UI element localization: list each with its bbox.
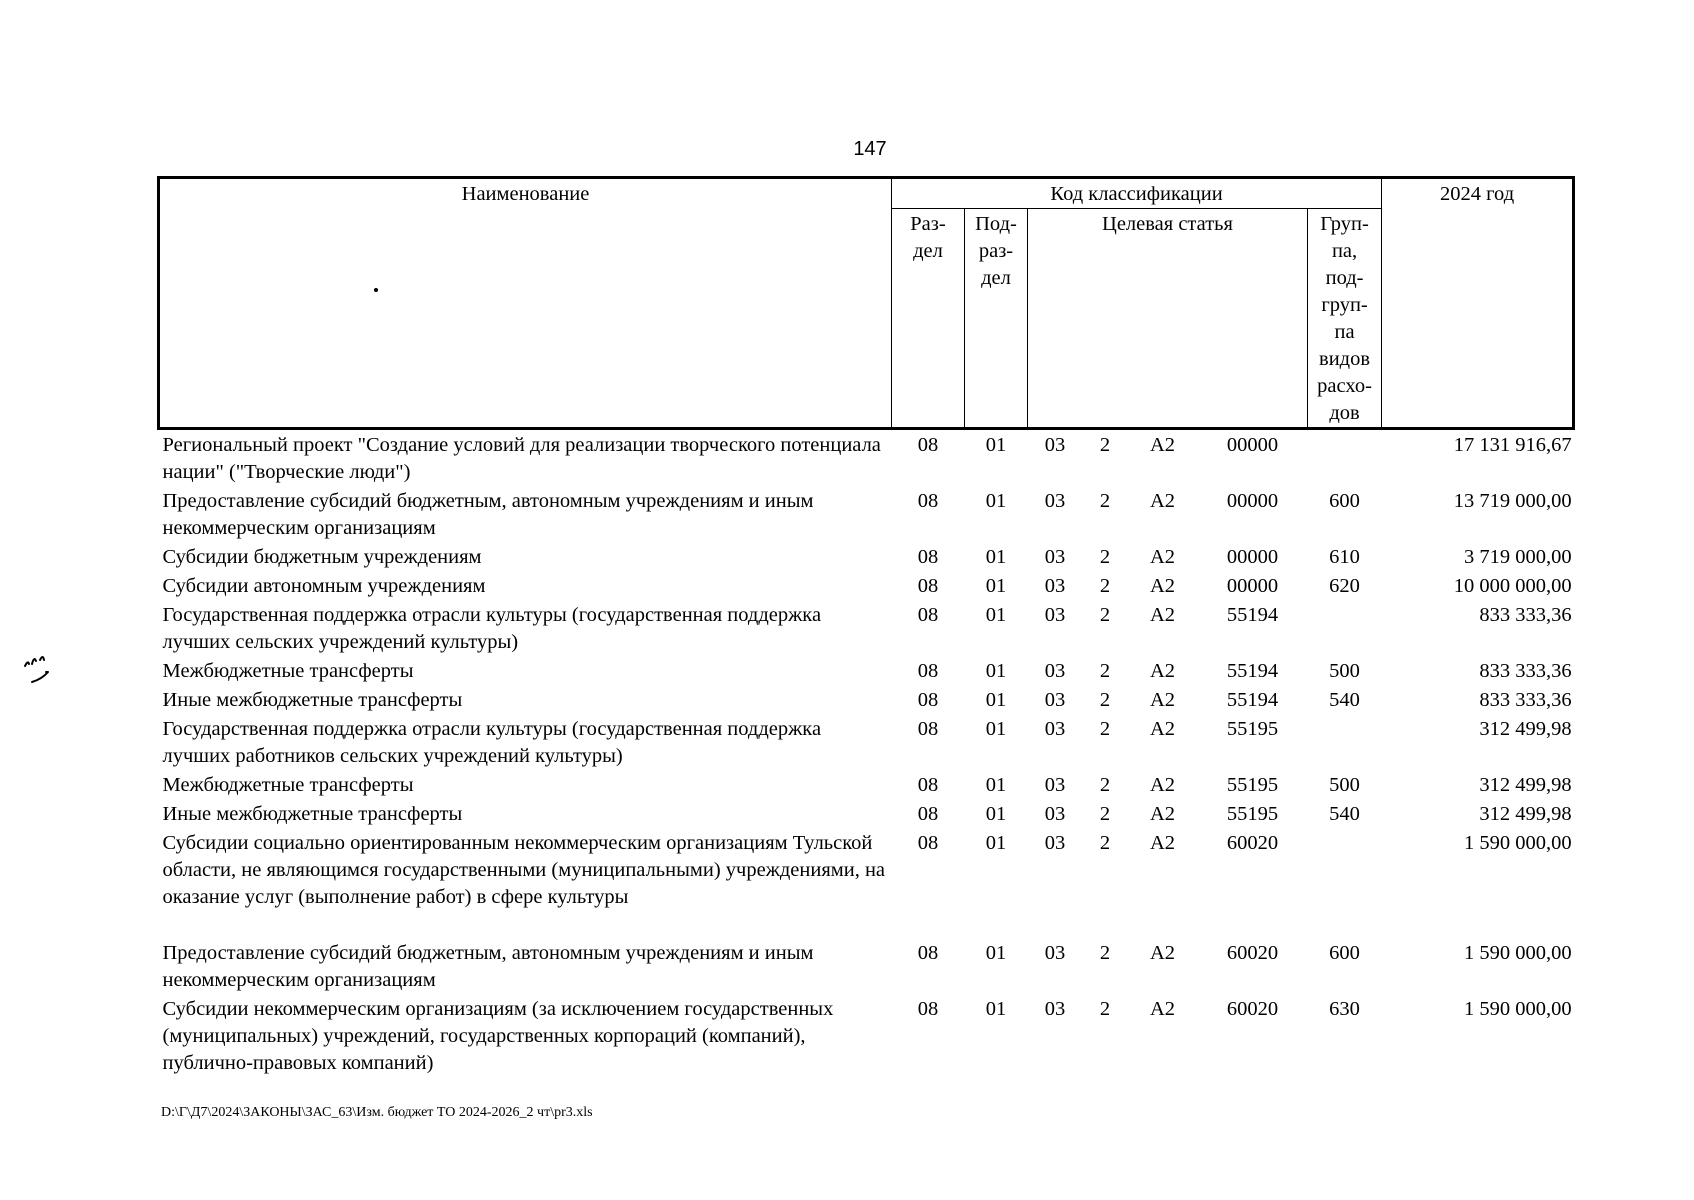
row-ts3: А2 [1149,660,1176,682]
row-amount: 833 333,36 [1479,604,1572,626]
row-group: 500 [1329,660,1360,682]
row-amount: 312 499,98 [1479,718,1572,740]
row-razdel: 08 [917,832,939,854]
table-row [159,685,1574,714]
table-row [159,994,1574,1077]
row-ts2: 2 [1099,774,1111,796]
table-row [159,571,1574,600]
row-podrazdel: 01 [985,660,1007,682]
row-ts1: 03 [1044,998,1066,1020]
row-razdel: 08 [917,575,939,597]
row-ts4: 55194 [1226,604,1279,626]
row-podrazdel: 01 [985,575,1007,597]
header-target: Целевая статья [1028,209,1308,429]
row-podrazdel: 01 [985,942,1007,964]
row-podrazdel: 01 [985,689,1007,711]
row-ts4: 60020 [1226,832,1279,854]
row-ts1: 03 [1044,490,1066,512]
row-ts2: 2 [1099,832,1111,854]
row-ts3: А2 [1149,998,1176,1020]
row-razdel: 08 [917,490,939,512]
row-group [1308,828,1382,938]
row-ts2: 2 [1099,434,1111,456]
table-row [159,828,1574,938]
row-ts1: 03 [1044,604,1066,626]
table-row [159,799,1574,828]
row-ts3: А2 [1149,942,1176,964]
row-amount: 17 131 916,67 [1453,434,1572,456]
row-amount: 833 333,36 [1479,689,1572,711]
row-group [1308,429,1382,487]
row-podrazdel: 01 [985,490,1007,512]
table-row [159,600,1574,656]
header-razdel: Раз- дел [892,209,965,429]
row-ts2: 2 [1099,718,1111,740]
row-razdel: 08 [917,689,939,711]
row-ts4: 00000 [1226,434,1279,456]
row-group: 500 [1329,774,1360,796]
row-podrazdel: 01 [985,434,1007,456]
row-razdel: 08 [917,998,939,1020]
row-name: Субсидии социально ориентированным некоммерческим организациям Тульской области, не являющимся государственными (муниципальными) учреждениями, на оказание услуг (выполнение работ) в сфере культуры [162,832,886,908]
row-ts1: 03 [1044,774,1066,796]
row-razdel: 08 [917,942,939,964]
row-ts3: А2 [1149,689,1176,711]
table-row [159,770,1574,799]
row-ts2: 2 [1099,575,1111,597]
row-ts1: 03 [1044,575,1066,597]
row-ts1: 03 [1044,546,1066,568]
row-amount: 1 590 000,00 [1463,998,1572,1020]
table-row [159,714,1574,770]
row-podrazdel: 01 [985,998,1007,1020]
row-ts4: 55195 [1226,774,1279,796]
row-name: Субсидии некоммерческим организациям (за исключением государственных (муниципальных) учреждений, государственных корпораций (компаний), публично-правовых компаний) [162,998,834,1074]
header-podrazdel: Под- раз- дел [965,209,1028,429]
row-name: Государственная поддержка отрасли культуры (государственная поддержка лучших работников сельских учреждений культуры) [162,718,822,767]
row-group: 620 [1329,575,1360,597]
row-amount: 312 499,98 [1479,774,1572,796]
budget-table [157,176,1575,1077]
row-name: Предоставление субсидий бюджетным, автономным учреждениям и иным некоммерческим организациям [162,942,814,991]
row-razdel: 08 [917,660,939,682]
row-amount: 1 590 000,00 [1463,942,1572,964]
header-group: Груп- па, под- груп- па видов расхо- дов [1308,209,1382,429]
row-razdel: 08 [917,604,939,626]
row-ts4: 55195 [1226,718,1279,740]
row-ts3: А2 [1149,575,1176,597]
row-razdel: 08 [917,434,939,456]
row-ts3: А2 [1149,803,1176,825]
table-header [159,178,1574,429]
row-podrazdel: 01 [985,604,1007,626]
row-amount: 3 719 000,00 [1463,546,1572,568]
row-ts4: 00000 [1226,490,1279,512]
row-ts2: 2 [1099,998,1111,1020]
row-podrazdel: 01 [985,832,1007,854]
row-ts2: 2 [1099,803,1111,825]
row-name: Иные межбюджетные трансферты [162,803,463,825]
row-ts1: 03 [1044,660,1066,682]
row-name: Межбюджетные трансферты [162,774,414,796]
row-ts1: 03 [1044,942,1066,964]
row-ts4: 60020 [1226,998,1279,1020]
row-ts3: А2 [1149,718,1176,740]
table-row [159,938,1574,994]
header-year: 2024 год [1382,178,1574,429]
row-ts1: 03 [1044,803,1066,825]
row-ts3: А2 [1149,546,1176,568]
table-row [159,429,1574,487]
row-podrazdel: 01 [985,718,1007,740]
row-ts4: 60020 [1226,942,1279,964]
row-amount: 13 719 000,00 [1453,490,1572,512]
row-name: Межбюджетные трансферты [162,660,414,682]
file-path: D:\Г\Д7\2024\ЗАКОНЫ\ЗАС_63\Изм. бюджет ТО 2024-2026_2 чт\pr3.xls [161,1105,593,1120]
row-amount: 312 499,98 [1479,803,1572,825]
row-ts1: 03 [1044,434,1066,456]
row-group [1308,714,1382,770]
table-row [159,542,1574,571]
row-ts3: А2 [1149,434,1176,456]
row-ts2: 2 [1099,689,1111,711]
row-ts2: 2 [1099,490,1111,512]
row-ts4: 00000 [1226,546,1279,568]
row-name: Субсидии бюджетным учреждениям [162,546,482,568]
row-razdel: 08 [917,803,939,825]
row-razdel: 08 [917,718,939,740]
row-name: Иные межбюджетные трансферты [162,689,463,711]
row-group: 600 [1329,490,1360,512]
row-ts2: 2 [1099,660,1111,682]
row-group: 540 [1329,689,1360,711]
row-name: Государственная поддержка отрасли культуры (государственная поддержка лучших сельских учреждений культуры) [162,604,822,653]
row-amount: 1 590 000,00 [1463,832,1572,854]
row-ts3: А2 [1149,490,1176,512]
table-row [159,486,1574,542]
row-amount: 833 333,36 [1479,660,1572,682]
row-ts1: 03 [1044,832,1066,854]
row-ts2: 2 [1099,546,1111,568]
row-razdel: 08 [917,546,939,568]
header-name: Наименование [159,178,892,429]
row-amount: 10 000 000,00 [1453,575,1572,597]
row-ts3: А2 [1149,774,1176,796]
row-group: 540 [1329,803,1360,825]
table-row [159,656,1574,685]
row-name: Региональный проект "Создание условий для реализации творческого потенциала нации" ("Творческие люди") [162,434,881,483]
row-razdel: 08 [917,774,939,796]
row-group [1308,600,1382,656]
row-ts2: 2 [1099,942,1111,964]
row-podrazdel: 01 [985,546,1007,568]
row-ts3: А2 [1149,832,1176,854]
table-body [159,429,1574,1078]
row-ts2: 2 [1099,604,1111,626]
handwritten-mark-icon [22,650,74,692]
row-ts4: 00000 [1226,575,1279,597]
row-ts1: 03 [1044,689,1066,711]
row-ts4: 55194 [1226,689,1279,711]
row-ts3: А2 [1149,604,1176,626]
row-ts4: 55195 [1226,803,1279,825]
row-name: Субсидии автономным учреждениям [162,575,486,597]
row-group: 600 [1329,942,1360,964]
row-podrazdel: 01 [985,774,1007,796]
header-code-group: Код классификации [892,178,1382,209]
row-group: 630 [1329,998,1360,1020]
page-number: 147 [853,138,887,160]
row-name: Предоставление субсидий бюджетным, автономным учреждениям и иным некоммерческим организациям [162,490,814,539]
row-group: 610 [1329,546,1360,568]
row-ts4: 55194 [1226,660,1279,682]
row-podrazdel: 01 [985,803,1007,825]
row-ts1: 03 [1044,718,1066,740]
